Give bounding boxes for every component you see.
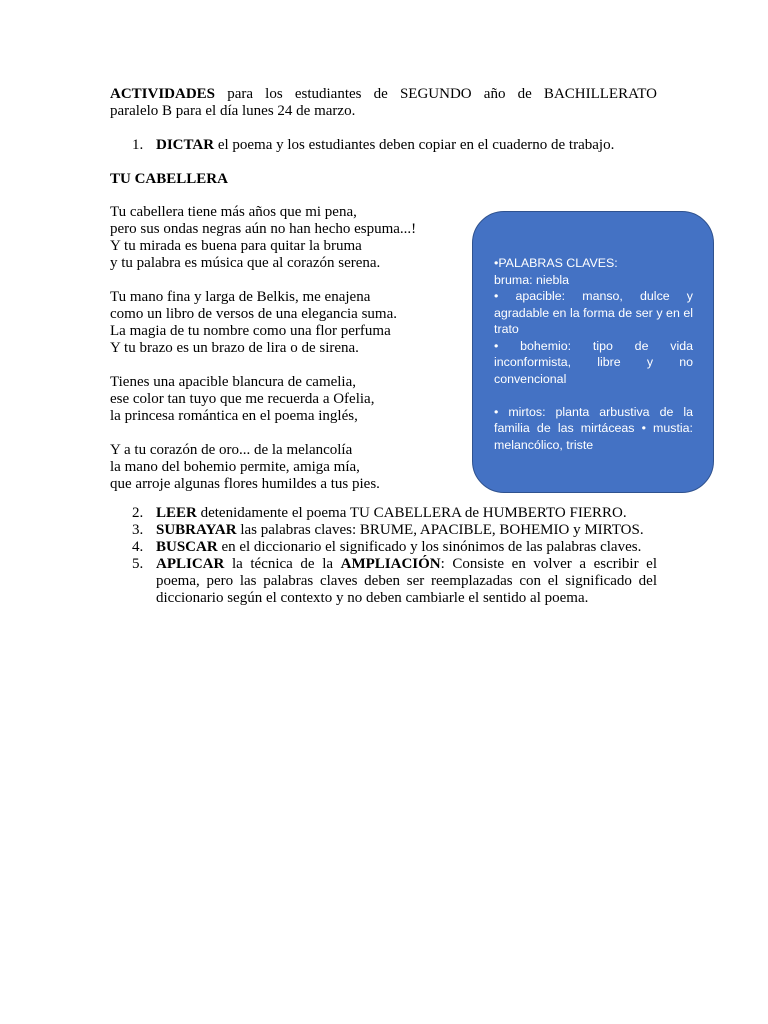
item-body: la técnica de la <box>224 556 341 572</box>
verse: Tienes una apacible blancura de camelia, <box>110 374 357 390</box>
intro-line: paralelo B para el día lunes 24 de marzo. <box>110 103 356 119</box>
poem-title: TU CABELLERA <box>110 171 228 187</box>
activity-item-5 <box>110 556 657 607</box>
poem-body <box>110 204 450 510</box>
verse: y tu palabra es música que al corazón serena. <box>110 255 381 271</box>
item-text <box>156 137 657 154</box>
stanza-2 <box>110 289 450 357</box>
verse: la princesa romántica en el poema inglés, <box>110 408 358 424</box>
callout-title: •PALABRAS CLAVES: <box>494 256 618 270</box>
item-keyword: SUBRAYAR <box>156 522 237 538</box>
item-keyword: APLICAR <box>156 556 225 572</box>
activity-item-2 <box>110 505 657 522</box>
verse: Tu cabellera tiene más años que mi pena, <box>110 204 357 220</box>
callout-entry: • apacible: manso, dulce y agradable en la forma de ser y en el trato <box>494 289 693 336</box>
intro-bold: ACTIVIDADES <box>110 86 216 102</box>
intro-paragraph <box>110 86 657 120</box>
item-body: las palabras claves: BRUME, APACIBLE, BOHEMIO y MIRTOS. <box>236 522 644 538</box>
item-text <box>156 505 657 522</box>
stanza-1 <box>110 204 450 272</box>
item-number: 1. <box>132 137 144 153</box>
callout-content <box>494 255 693 453</box>
verse: Tu mano fina y larga de Belkis, me enajena <box>110 289 371 305</box>
callout-entry: • mirtos: planta arbustiva de la familia de las mirtáceas • mustia: melancólico, triste <box>494 404 693 452</box>
item-text <box>156 539 657 556</box>
activity-item-4 <box>110 539 657 556</box>
item-keyword: LEER <box>156 505 197 521</box>
item-body: en el diccionario el significado y los sinónimos de las palabras claves. <box>217 539 642 555</box>
verse: ese color tan tuyo que me recuerda a Ofelia, <box>110 391 375 407</box>
callout-entry: bruma: niebla <box>494 272 570 287</box>
item-body: el poema y los estudiantes deben copiar en el cuaderno de trabajo. <box>214 137 615 153</box>
intro-line <box>110 86 657 103</box>
item-number: 5. <box>132 556 144 572</box>
item-keyword: AMPLIACIÓN <box>340 556 441 572</box>
item-number: 2. <box>132 505 144 521</box>
item-keyword: DICTAR <box>156 137 215 153</box>
activity-item-1 <box>110 137 657 154</box>
verse: pero sus ondas negras aún no han hecho espuma...! <box>110 221 417 237</box>
item-text <box>156 556 657 607</box>
verse: como un libro de versos de una elegancia suma. <box>110 306 397 322</box>
item-body: detenidamente el poema TU CABELLERA de HUMBERTO FIERRO. <box>196 505 627 521</box>
verse: Y tu mirada es buena para quitar la bruma <box>110 238 362 254</box>
verse: Y a tu corazón de oro... de la melancolía <box>110 442 353 458</box>
activity-item-3 <box>110 522 657 539</box>
verse: Y tu brazo es un brazo de lira o de sirena. <box>110 340 359 356</box>
item-number: 4. <box>132 539 144 555</box>
callout-spacer <box>494 387 693 404</box>
callout-entry: • bohemio: tipo de vida inconformista, libre y no convencional <box>494 338 693 386</box>
item-text <box>156 522 657 539</box>
keywords-callout <box>472 211 714 493</box>
item-number: 3. <box>132 522 144 538</box>
item-keyword: BUSCAR <box>156 539 218 555</box>
item-body: : Consiste en volver a escribir el poema, pero las palabras claves deben ser reemplazadas con el significado del diccionario según el contexto y no deben cambiarle el sentido al poema. <box>156 556 658 606</box>
intro-text: para los estudiantes de SEGUNDO año de BACHILLERATO <box>215 86 657 102</box>
verse: La magia de tu nombre como una flor perfuma <box>110 323 391 339</box>
verse: la mano del bohemio permite, amiga mía, <box>110 459 360 475</box>
verse: que arroje algunas flores humildes a tus pies. <box>110 476 380 492</box>
stanza-4 <box>110 442 450 493</box>
activity-list <box>110 505 657 607</box>
stanza-3 <box>110 374 450 425</box>
